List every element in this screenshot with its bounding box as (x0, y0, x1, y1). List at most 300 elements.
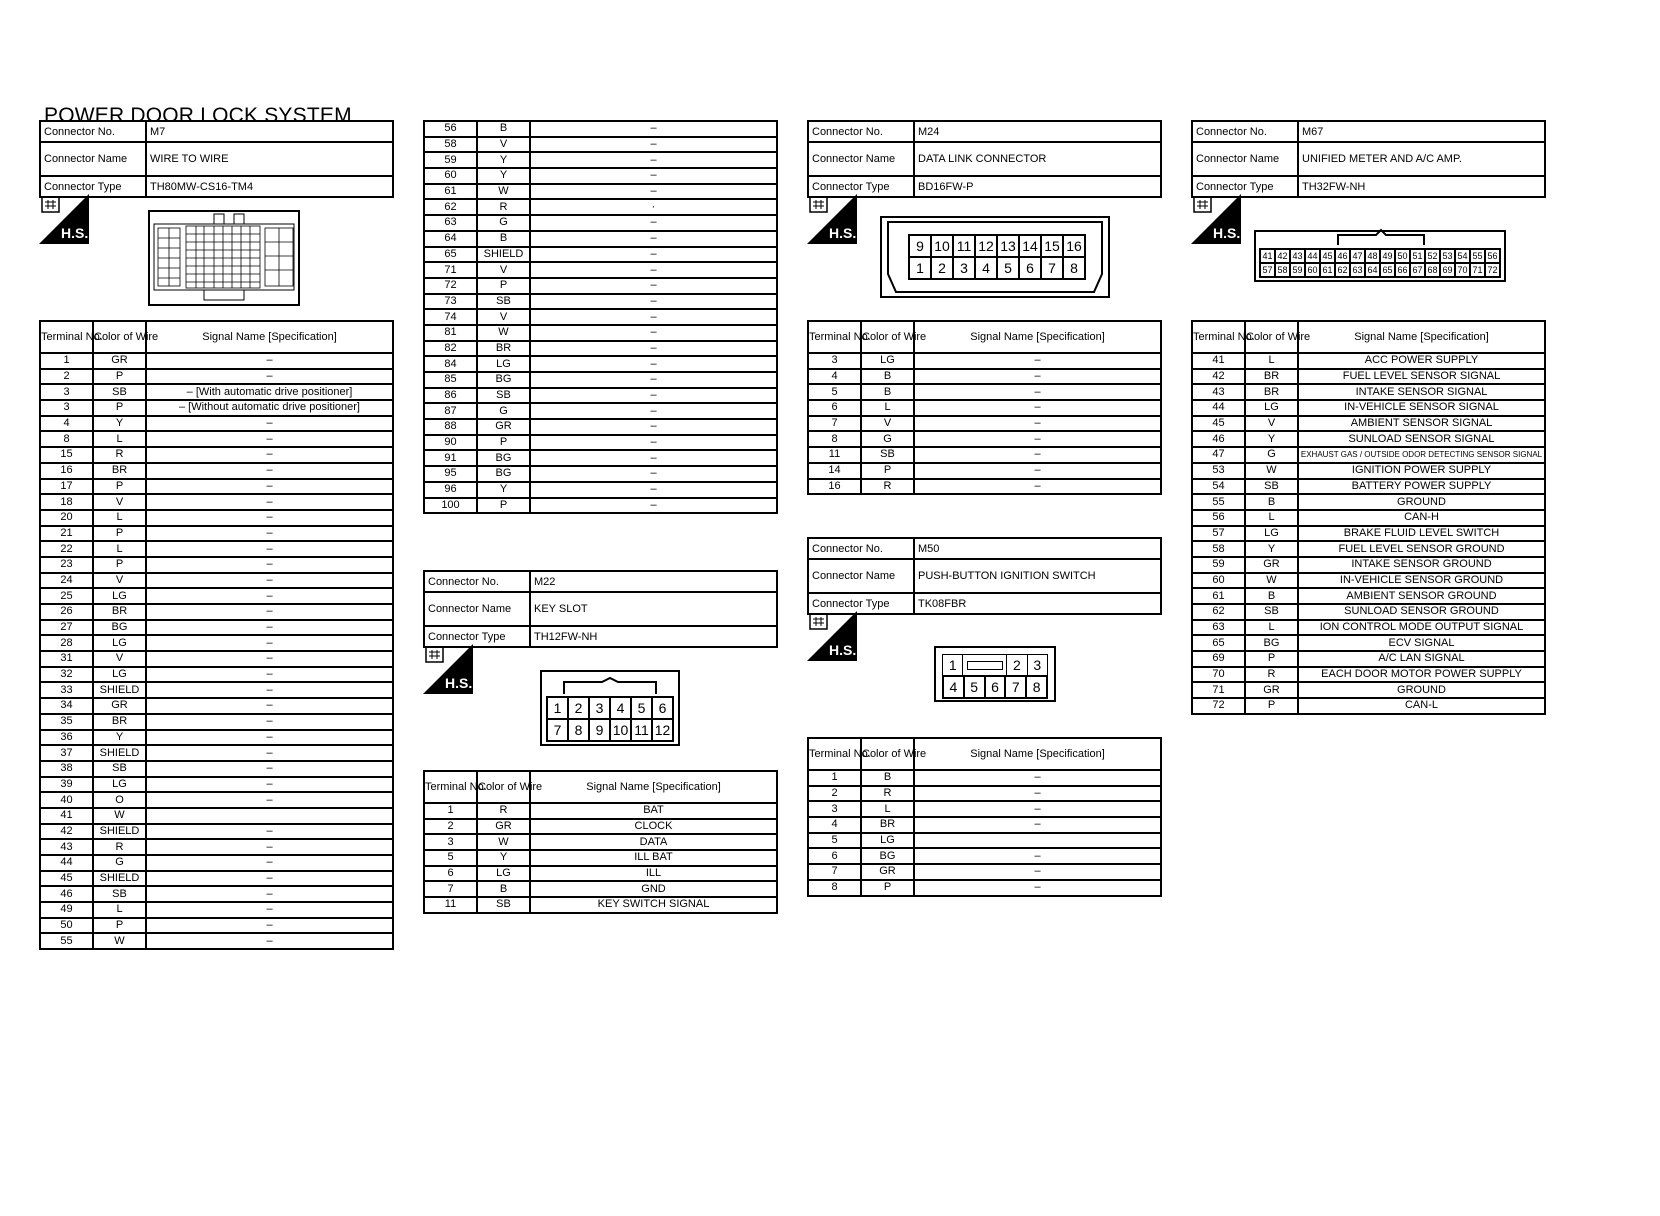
table-row (40, 918, 393, 934)
wire-color-cell: L (93, 510, 146, 526)
table-row (40, 557, 393, 573)
table-row (808, 864, 1161, 880)
terminal-no-cell: 82 (424, 341, 477, 357)
table-row (40, 463, 393, 479)
m50-connector-name: PUSH-BUTTON IGNITION SWITCH (914, 559, 1161, 593)
signal-name-cell: – (146, 698, 393, 714)
terminal-no-cell: 28 (40, 635, 93, 651)
wire-color-cell: G (477, 403, 530, 419)
signal-name-cell: – (146, 824, 393, 840)
signal-name-cell: – (146, 745, 393, 761)
signal-name-cell: – (914, 864, 1161, 880)
signal-name-cell: – (914, 817, 1161, 833)
m22-pin: 7 (547, 719, 568, 741)
terminal-no-cell: 72 (424, 278, 477, 294)
wire-color-cell: P (861, 880, 914, 896)
table-row (40, 431, 393, 447)
table-row (1192, 416, 1545, 432)
terminal-no-cell: 50 (40, 918, 93, 934)
terminal-no-cell: 6 (808, 848, 861, 864)
terminal-no-cell: 70 (1192, 667, 1245, 683)
m67-pin: 50 (1395, 249, 1410, 263)
terminal-no-cell: 16 (40, 463, 93, 479)
m24-pin: 5 (997, 257, 1019, 279)
hs-icon (39, 194, 89, 244)
signal-name-cell: – (530, 152, 777, 168)
table-row (1192, 604, 1545, 620)
signal-name-cell: FUEL LEVEL SENSOR GROUND (1298, 541, 1545, 557)
terminal-no-cell: 2 (808, 786, 861, 802)
m67-pin: 66 (1395, 263, 1410, 277)
table-row (40, 682, 393, 698)
table-row (424, 881, 777, 897)
wire-color-cell: LG (861, 833, 914, 849)
terminal-no-cell: 47 (1192, 447, 1245, 463)
label-connector-no: Connector No. (808, 538, 914, 559)
wire-color-cell: BR (477, 341, 530, 357)
hs-label: H.S. (445, 675, 473, 691)
terminal-no-cell: 1 (40, 353, 93, 369)
header-color-of-wire: Color of Wire (861, 321, 914, 353)
signal-name-cell: – (146, 447, 393, 463)
m24-pin: 8 (1063, 257, 1085, 279)
m24-pin: 16 (1063, 235, 1085, 257)
table-row (424, 309, 777, 325)
signal-name-cell: – (146, 353, 393, 369)
signal-name-cell: – (146, 777, 393, 793)
signal-name-cell: AMBIENT SENSOR GROUND (1298, 588, 1545, 604)
table-row (808, 786, 1161, 802)
wire-color-cell: L (1245, 510, 1298, 526)
wire-color-cell: P (861, 463, 914, 479)
table-row (40, 573, 393, 589)
terminal-no-cell: 71 (424, 262, 477, 278)
table-row (808, 770, 1161, 786)
signal-name-cell: – (146, 588, 393, 604)
table-row (40, 902, 393, 918)
terminal-no-cell: 56 (1192, 510, 1245, 526)
terminal-no-cell: 36 (40, 730, 93, 746)
terminal-no-cell: 37 (40, 745, 93, 761)
table-row (40, 698, 393, 714)
table-row (40, 792, 393, 808)
m22-pin: 1 (547, 697, 568, 719)
m22-pin: 2 (568, 697, 589, 719)
signal-name-cell: – (146, 902, 393, 918)
m50-pin: 3 (1027, 655, 1047, 675)
terminal-no-cell: 2 (424, 819, 477, 835)
table-row (424, 498, 777, 514)
m67-pin: 61 (1320, 263, 1335, 277)
m67-pin: 45 (1320, 249, 1335, 263)
table-row (808, 479, 1161, 495)
table-row (40, 510, 393, 526)
terminal-no-cell: 44 (1192, 400, 1245, 416)
table-row (808, 447, 1161, 463)
m67-pin: 60 (1305, 263, 1320, 277)
wire-color-cell: SB (477, 897, 530, 913)
wire-color-cell: R (93, 447, 146, 463)
terminal-no-cell: 87 (424, 403, 477, 419)
header-signal-name: Signal Name [Specification] (1298, 321, 1545, 353)
table-row (40, 620, 393, 636)
m24-pin: 7 (1041, 257, 1063, 279)
terminal-no-cell: 7 (808, 864, 861, 880)
terminal-no-cell: 5 (424, 850, 477, 866)
table-row (424, 215, 777, 231)
terminal-no-cell: 60 (1192, 573, 1245, 589)
m22-connector-no: M22 (530, 571, 777, 592)
m24-connector-no: M24 (914, 121, 1161, 142)
m50-key-slot (963, 655, 1006, 675)
signal-name-cell: – (530, 262, 777, 278)
signal-name-cell: – (530, 278, 777, 294)
signal-name-cell: – (914, 880, 1161, 896)
wire-color-cell: GR (93, 353, 146, 369)
terminal-no-cell: 43 (40, 839, 93, 855)
signal-name-cell: – (146, 604, 393, 620)
label-connector-type: Connector Type (40, 176, 146, 197)
wire-color-cell: B (1245, 494, 1298, 510)
signal-name-cell: GROUND (1298, 494, 1545, 510)
wire-color-cell: B (477, 881, 530, 897)
signal-name-cell: – (146, 416, 393, 432)
wire-color-cell: LG (477, 356, 530, 372)
wire-color-cell: LG (861, 353, 914, 369)
table-row (424, 897, 777, 913)
table-row (424, 372, 777, 388)
wire-color-cell: B (861, 369, 914, 385)
terminal-no-cell: 26 (40, 604, 93, 620)
terminal-no-cell: 55 (40, 933, 93, 949)
terminal-no-cell: 3 (424, 834, 477, 850)
m24-pin: 4 (975, 257, 997, 279)
m22-pin: 10 (610, 719, 631, 741)
m67-connector-name: UNIFIED METER AND A/C AMP. (1298, 142, 1545, 176)
wire-color-cell: V (861, 416, 914, 432)
header-color-of-wire: Color of Wire (477, 771, 530, 803)
terminal-no-cell: 5 (808, 833, 861, 849)
m67-pin: 58 (1275, 263, 1290, 277)
m22-connector-face (540, 670, 680, 746)
m67-pin: 54 (1455, 249, 1470, 263)
table-row (1192, 447, 1545, 463)
wire-color-cell: Y (477, 482, 530, 498)
hs-icon (807, 611, 857, 661)
signal-name-cell: – (146, 479, 393, 495)
signal-name-cell: ILL BAT (530, 850, 777, 866)
signal-name-cell: – (146, 369, 393, 385)
table-row (424, 435, 777, 451)
m67-pin: 48 (1365, 249, 1380, 263)
table-row (1192, 557, 1545, 573)
wire-color-cell: O (93, 792, 146, 808)
header-color-of-wire: Color of Wire (1245, 321, 1298, 353)
wire-color-cell: L (861, 400, 914, 416)
table-row (40, 714, 393, 730)
wire-color-cell: P (93, 369, 146, 385)
table-row (424, 262, 777, 278)
signal-name-cell: – [With automatic drive positioner] (146, 384, 393, 400)
terminal-no-cell: 60 (424, 168, 477, 184)
terminal-no-cell: 53 (1192, 463, 1245, 479)
m67-pin: 62 (1335, 263, 1350, 277)
table-row (40, 369, 393, 385)
table-row (40, 447, 393, 463)
hs-label: H.S. (829, 642, 857, 658)
label-connector-type: Connector Type (1192, 176, 1298, 197)
signal-name-cell: – (530, 388, 777, 404)
terminal-no-cell: 45 (1192, 416, 1245, 432)
wire-color-cell: BG (861, 848, 914, 864)
signal-name-cell: – (530, 419, 777, 435)
terminal-no-cell: 1 (424, 803, 477, 819)
label-connector-name: Connector Name (1192, 142, 1298, 176)
signal-name-cell: – (146, 855, 393, 871)
table-row (40, 416, 393, 432)
wire-color-cell: R (861, 786, 914, 802)
label-connector-name: Connector Name (808, 142, 914, 176)
m7-connector-no: M7 (146, 121, 393, 142)
wire-color-cell: L (1245, 620, 1298, 636)
terminal-no-cell: 4 (808, 369, 861, 385)
m22-connector-name: KEY SLOT (530, 592, 777, 626)
wire-color-cell: GR (477, 419, 530, 435)
signal-name-cell: IN-VEHICLE SENSOR SIGNAL (1298, 400, 1545, 416)
header-signal-name: Signal Name [Specification] (914, 738, 1161, 770)
table-row (40, 604, 393, 620)
wire-color-cell: L (93, 431, 146, 447)
m24-pin: 15 (1041, 235, 1063, 257)
terminal-no-cell: 59 (1192, 557, 1245, 573)
label-connector-name: Connector Name (40, 142, 146, 176)
signal-name-cell: – (530, 450, 777, 466)
signal-name-cell: – (914, 447, 1161, 463)
wire-color-cell: LG (477, 866, 530, 882)
m67-pin: 68 (1425, 263, 1440, 277)
m22-pin: 8 (568, 719, 589, 741)
m24-connector-type: BD16FW-P (914, 176, 1161, 197)
terminal-no-cell: 41 (1192, 353, 1245, 369)
wire-color-cell: Y (477, 152, 530, 168)
m22-pin: 12 (652, 719, 673, 741)
terminal-no-cell: 16 (808, 479, 861, 495)
signal-name-cell: CAN-H (1298, 510, 1545, 526)
table-row (40, 761, 393, 777)
table-row (424, 819, 777, 835)
signal-name-cell: – (914, 369, 1161, 385)
wire-color-cell: BR (861, 817, 914, 833)
terminal-no-cell: 58 (1192, 541, 1245, 557)
wire-color-cell: L (861, 801, 914, 817)
table-row (1192, 369, 1545, 385)
table-row (808, 384, 1161, 400)
wire-color-cell: R (861, 479, 914, 495)
table-row (40, 808, 393, 824)
signal-name-cell: – (146, 651, 393, 667)
table-row (40, 871, 393, 887)
wire-color-cell: BG (1245, 635, 1298, 651)
wire-color-cell: Y (93, 730, 146, 746)
table-row (808, 369, 1161, 385)
wire-color-cell: BG (477, 466, 530, 482)
m67-terminal-table (1191, 320, 1546, 715)
m24-info-table (807, 120, 1162, 198)
terminal-no-cell: 90 (424, 435, 477, 451)
m7-connector-face (148, 210, 300, 306)
m24-pin: 9 (909, 235, 931, 257)
table-row (40, 839, 393, 855)
signal-name-cell: INTAKE SENSOR SIGNAL (1298, 384, 1545, 400)
signal-name-cell: – (530, 184, 777, 200)
wire-color-cell: Y (1245, 431, 1298, 447)
signal-name-cell: AMBIENT SENSOR SIGNAL (1298, 416, 1545, 432)
terminal-no-cell: 32 (40, 667, 93, 683)
m50-connector-face (934, 646, 1056, 702)
signal-name-cell: – (146, 526, 393, 542)
wire-color-cell: GR (1245, 557, 1298, 573)
m24-pin: 6 (1019, 257, 1041, 279)
wire-color-cell: P (477, 498, 530, 514)
signal-name-cell: – (530, 294, 777, 310)
wire-color-cell: GR (93, 698, 146, 714)
m67-pin: 42 (1275, 249, 1290, 263)
signal-name-cell: – (530, 309, 777, 325)
wire-color-cell: BR (1245, 384, 1298, 400)
label-connector-no: Connector No. (424, 571, 530, 592)
table-row (424, 803, 777, 819)
wire-color-cell: G (1245, 447, 1298, 463)
wire-color-cell: V (477, 309, 530, 325)
wire-color-cell: SB (1245, 479, 1298, 495)
terminal-no-cell: 2 (40, 369, 93, 385)
terminal-no-cell: 63 (1192, 620, 1245, 636)
table-row (424, 278, 777, 294)
signal-name-cell: – (530, 215, 777, 231)
table-row (40, 730, 393, 746)
m67-pin: 41 (1260, 249, 1275, 263)
table-row (808, 801, 1161, 817)
signal-name-cell: – (914, 848, 1161, 864)
signal-name-cell: – (914, 431, 1161, 447)
label-connector-no: Connector No. (1192, 121, 1298, 142)
signal-name-cell: ION CONTROL MODE OUTPUT SIGNAL (1298, 620, 1545, 636)
m50-connector-type: TK08FBR (914, 593, 1161, 614)
terminal-no-cell: 3 (40, 384, 93, 400)
m67-connector-face (1254, 230, 1506, 282)
m24-pin: 12 (975, 235, 997, 257)
wire-color-cell: W (477, 184, 530, 200)
signal-name-cell: · (530, 199, 777, 215)
signal-name-cell: – (530, 168, 777, 184)
signal-name-cell: – (530, 341, 777, 357)
wire-color-cell: SHIELD (93, 871, 146, 887)
table-row (424, 294, 777, 310)
m50-pin: 4 (943, 676, 964, 698)
wire-color-cell: SHIELD (93, 824, 146, 840)
wire-color-cell: V (93, 573, 146, 589)
table-row (1192, 588, 1545, 604)
wire-color-cell: B (477, 121, 530, 137)
m7-terminal-table-continued (423, 120, 778, 514)
signal-name-cell: – (146, 886, 393, 902)
terminal-no-cell: 11 (424, 897, 477, 913)
m67-pin: 59 (1290, 263, 1305, 277)
terminal-no-cell: 61 (424, 184, 477, 200)
table-row (40, 541, 393, 557)
m67-pin: 64 (1365, 263, 1380, 277)
terminal-no-cell: 46 (40, 886, 93, 902)
m22-pin: 5 (631, 697, 652, 719)
m50-pin: 6 (985, 676, 1006, 698)
terminal-no-cell: 84 (424, 356, 477, 372)
table-row (1192, 526, 1545, 542)
wire-color-cell: P (477, 278, 530, 294)
label-connector-name: Connector Name (808, 559, 914, 593)
table-row (40, 635, 393, 651)
wire-color-cell: LG (93, 667, 146, 683)
header-color-of-wire: Color of Wire (93, 321, 146, 353)
signal-name-cell: A/C LAN SIGNAL (1298, 651, 1545, 667)
wire-color-cell: LG (93, 635, 146, 651)
terminal-no-cell: 56 (424, 121, 477, 137)
terminal-no-cell: 8 (808, 880, 861, 896)
wire-color-cell: W (1245, 573, 1298, 589)
terminal-no-cell: 91 (424, 450, 477, 466)
table-row (1192, 431, 1545, 447)
signal-name-cell: – (146, 761, 393, 777)
wire-color-cell: Y (477, 168, 530, 184)
signal-name-cell: – (146, 635, 393, 651)
terminal-no-cell: 59 (424, 152, 477, 168)
table-row (40, 384, 393, 400)
label-connector-type: Connector Type (808, 176, 914, 197)
wire-color-cell: LG (1245, 400, 1298, 416)
table-row (40, 886, 393, 902)
terminal-no-cell: 3 (808, 353, 861, 369)
terminal-no-cell: 86 (424, 388, 477, 404)
table-row (1192, 682, 1545, 698)
signal-name-cell: INTAKE SENSOR GROUND (1298, 557, 1545, 573)
m24-pin: 11 (953, 235, 975, 257)
m67-connector-no: M67 (1298, 121, 1545, 142)
m24-pin: 10 (931, 235, 953, 257)
terminal-no-cell: 39 (40, 777, 93, 793)
table-row (1192, 400, 1545, 416)
signal-name-cell: – (914, 463, 1161, 479)
signal-name-cell: – (146, 541, 393, 557)
label-connector-no: Connector No. (808, 121, 914, 142)
terminal-no-cell: 73 (424, 294, 477, 310)
wire-color-cell: Y (93, 416, 146, 432)
terminal-no-cell: 64 (424, 231, 477, 247)
m50-pin: 8 (1026, 676, 1047, 698)
signal-name-cell: BATTERY POWER SUPPLY (1298, 479, 1545, 495)
terminal-no-cell: 71 (1192, 682, 1245, 698)
m50-info-table (807, 537, 1162, 615)
m24-pin: 13 (997, 235, 1019, 257)
terminal-no-cell: 7 (424, 881, 477, 897)
hs-label: H.S. (1213, 225, 1241, 241)
table-row (424, 341, 777, 357)
terminal-no-cell: 74 (424, 309, 477, 325)
wire-color-cell: SHIELD (477, 247, 530, 263)
m67-pin: 47 (1350, 249, 1365, 263)
signal-name-cell: – (530, 482, 777, 498)
table-row (424, 199, 777, 215)
terminal-no-cell: 41 (40, 808, 93, 824)
terminal-no-cell: 42 (40, 824, 93, 840)
